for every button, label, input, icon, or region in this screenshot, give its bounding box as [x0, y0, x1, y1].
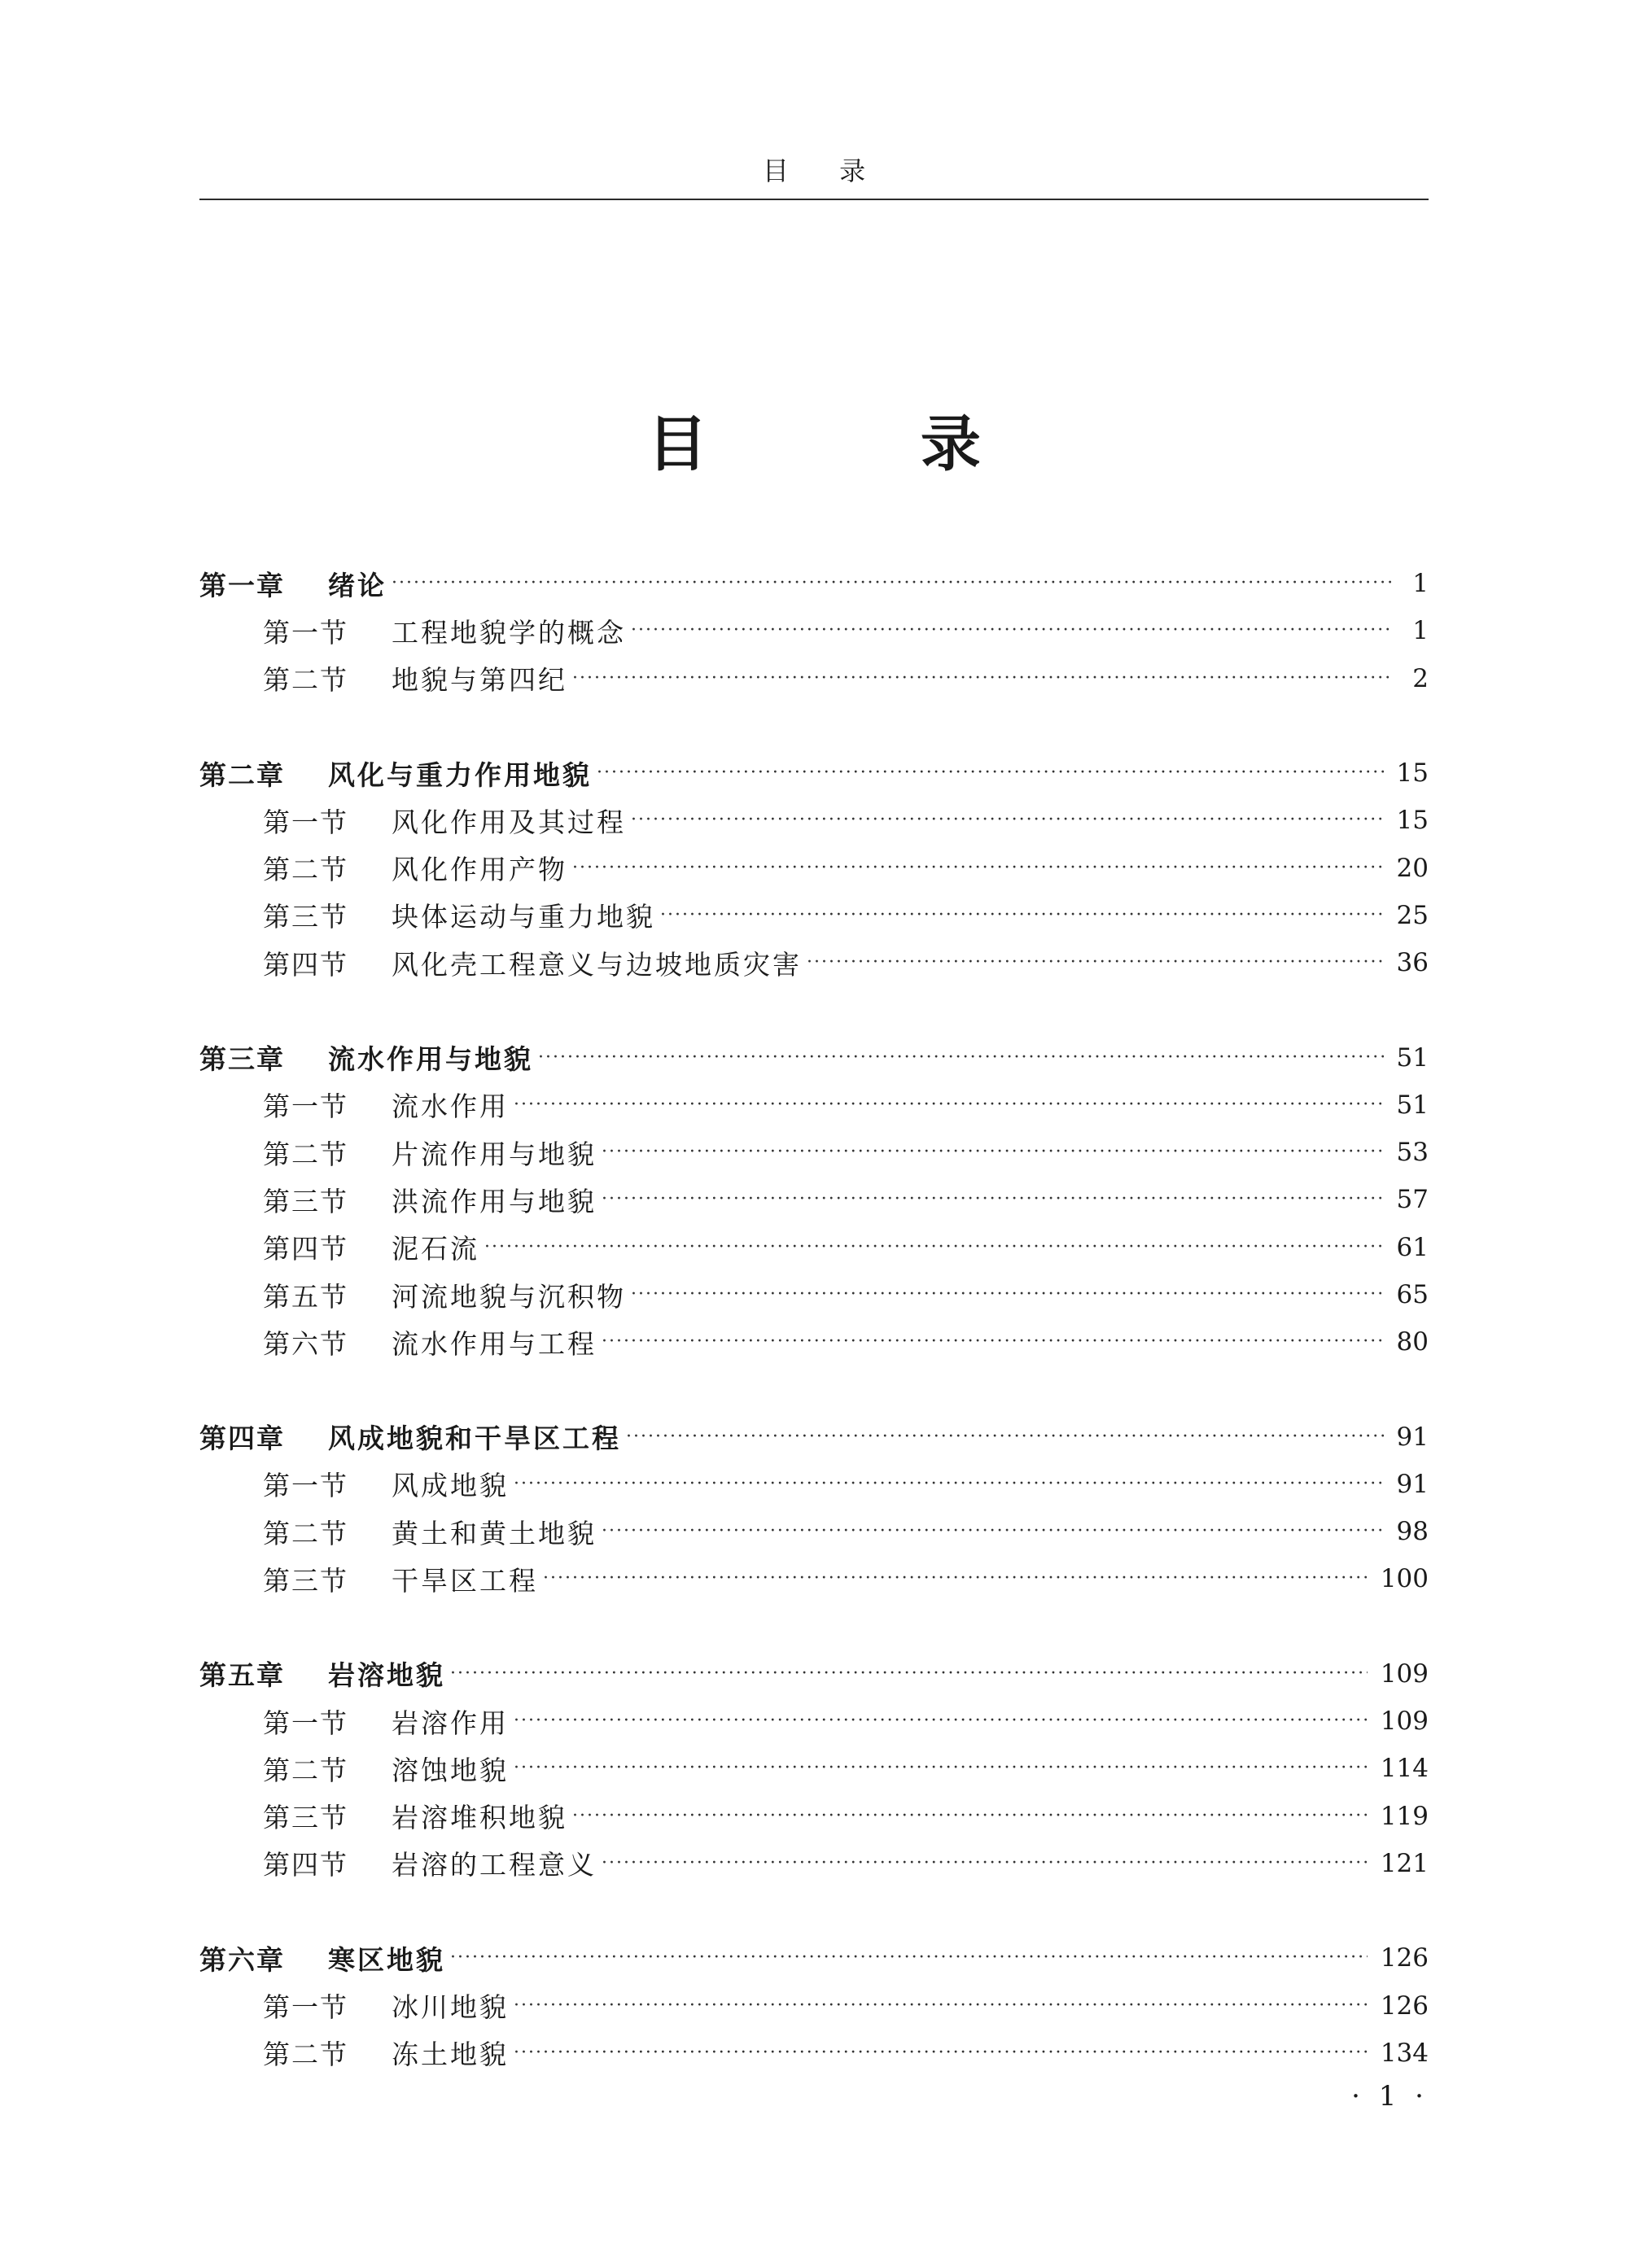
dot-leader	[484, 1239, 1384, 1256]
dot-leader	[631, 1286, 1384, 1304]
page-folio: · 1 ·	[1351, 2080, 1429, 2113]
toc-section-entry[interactable]	[199, 1793, 1429, 1840]
page-number: 15	[1396, 758, 1429, 789]
dot-leader	[572, 1807, 1368, 1825]
dot-leader	[631, 622, 1393, 640]
dot-leader	[514, 1475, 1384, 1493]
page-number: 61	[1396, 1232, 1429, 1262]
chapter-5	[199, 1650, 1429, 1887]
table-of-contents	[199, 560, 1429, 2124]
chapter-2	[199, 749, 1429, 986]
toc-section-entry[interactable]	[199, 1745, 1429, 1792]
page-number: 36	[1396, 948, 1429, 978]
chapter-title: 岩溶地貌	[328, 1659, 445, 1692]
dot-leader	[514, 2044, 1368, 2062]
toc-section-entry[interactable]	[199, 844, 1429, 891]
header-rule	[199, 199, 1429, 200]
page-number: 15	[1396, 806, 1429, 836]
section-number: 第一节	[263, 806, 348, 838]
section-title: 风化壳工程意义与边坡地质灾害	[392, 948, 802, 981]
page-number: 109	[1380, 1658, 1429, 1689]
section-number: 第一节	[263, 616, 348, 649]
toc-section-entry[interactable]	[199, 1176, 1429, 1223]
section-title: 溶蚀地貌	[392, 1754, 509, 1786]
toc-chapter-entry[interactable]	[199, 1413, 1429, 1460]
section-number: 第二节	[263, 1138, 348, 1170]
section-number: 第三节	[263, 1185, 348, 1217]
section-number: 第一节	[263, 1090, 348, 1123]
dot-leader	[392, 575, 1393, 592]
section-number: 第六节	[263, 1327, 348, 1360]
toc-section-entry[interactable]	[199, 1318, 1429, 1366]
chapter-number: 第三章	[199, 1043, 285, 1076]
page-number: 119	[1380, 1801, 1429, 1831]
toc-section-entry[interactable]	[199, 1224, 1429, 1271]
dot-leader	[514, 1096, 1384, 1114]
toc-section-entry[interactable]	[199, 1461, 1429, 1508]
chapter-title: 寒区地貌	[328, 1943, 445, 1976]
chapter-3	[199, 1033, 1429, 1366]
section-title: 流水作用与工程	[392, 1327, 597, 1360]
dot-leader	[807, 954, 1384, 972]
toc-section-entry[interactable]	[199, 1840, 1429, 1887]
page-number: 25	[1396, 900, 1429, 930]
section-number: 第三节	[263, 1564, 348, 1597]
section-number: 第二节	[263, 1517, 348, 1549]
section-title: 岩溶堆积地貌	[392, 1802, 567, 1834]
section-title: 泥石流	[392, 1233, 479, 1265]
page-number: 109	[1380, 1706, 1429, 1737]
chapter-title: 流水作用与地貌	[328, 1043, 533, 1076]
chapter-6	[199, 1934, 1429, 2077]
chapter-title: 绪论	[328, 569, 387, 601]
toc-chapter-entry[interactable]	[199, 560, 1429, 607]
section-title: 洪流作用与地貌	[392, 1185, 597, 1217]
page-number: 91	[1396, 1469, 1429, 1499]
chapter-4	[199, 1413, 1429, 1602]
section-title: 冰川地貌	[392, 1991, 509, 2024]
section-title: 河流地貌与沉积物	[392, 1280, 626, 1313]
toc-section-entry[interactable]	[199, 1555, 1429, 1602]
toc-section-entry[interactable]	[199, 892, 1429, 939]
page-number: 53	[1396, 1138, 1429, 1168]
chapter-1	[199, 560, 1429, 702]
page-number: 126	[1380, 1991, 1429, 2021]
section-title: 工程地貌学的概念	[392, 616, 626, 649]
section-title: 冻土地貌	[392, 2039, 509, 2071]
section-number: 第二节	[263, 664, 348, 697]
toc-chapter-entry[interactable]	[199, 749, 1429, 797]
section-title: 干旱区工程	[392, 1564, 538, 1597]
section-number: 第三节	[263, 1802, 348, 1834]
section-title: 岩溶的工程意义	[392, 1849, 597, 1881]
section-title: 流水作用	[392, 1090, 509, 1123]
section-title: 地貌与第四纪	[392, 664, 567, 697]
toc-section-entry[interactable]	[199, 939, 1429, 986]
page-number: 51	[1396, 1042, 1429, 1073]
page-number: 65	[1396, 1280, 1429, 1309]
chapter-number: 第一章	[199, 569, 285, 601]
page-number: 114	[1380, 1754, 1429, 1784]
page-number: 91	[1396, 1422, 1429, 1452]
toc-section-entry[interactable]	[199, 607, 1429, 654]
page-number: 1	[1412, 569, 1429, 599]
chapter-number: 第四章	[199, 1422, 285, 1455]
dot-leader	[602, 1143, 1384, 1161]
toc-chapter-entry[interactable]	[199, 1650, 1429, 1698]
chapter-title: 风成地貌和干旱区工程	[328, 1422, 621, 1455]
section-title: 风化作用及其过程	[392, 806, 626, 838]
dot-leader	[602, 1333, 1384, 1351]
toc-section-entry[interactable]	[199, 1508, 1429, 1555]
dot-leader	[543, 1570, 1368, 1588]
dot-leader	[538, 1049, 1384, 1067]
page-number: 1	[1412, 616, 1429, 646]
page-number: 98	[1396, 1517, 1429, 1547]
dot-leader	[597, 764, 1384, 782]
toc-section-entry[interactable]	[199, 1698, 1429, 1745]
section-title: 风化作用产物	[392, 854, 567, 886]
toc-section-entry[interactable]	[199, 1982, 1429, 2029]
page-number: 20	[1396, 853, 1429, 883]
dot-leader	[572, 670, 1393, 688]
page-number: 2	[1412, 663, 1429, 693]
page-number: 134	[1380, 2038, 1429, 2068]
section-number: 第五节	[263, 1280, 348, 1313]
dot-leader	[602, 1191, 1384, 1208]
dot-leader	[450, 1665, 1368, 1683]
toc-section-entry[interactable]	[199, 2030, 1429, 2077]
section-number: 第一节	[263, 1991, 348, 2024]
running-header: 目 录	[762, 155, 887, 186]
section-number: 第四节	[263, 1233, 348, 1265]
dot-leader	[660, 907, 1384, 924]
dot-leader	[602, 1855, 1368, 1873]
page-title: 目 录	[647, 409, 1077, 479]
page-number: 80	[1396, 1327, 1429, 1357]
chapter-number: 第五章	[199, 1659, 285, 1692]
page-number: 57	[1396, 1185, 1429, 1215]
page-number: 100	[1380, 1564, 1429, 1594]
dot-leader	[514, 1712, 1368, 1730]
toc-section-entry[interactable]	[199, 1082, 1429, 1129]
dot-leader	[626, 1428, 1384, 1446]
toc-section-entry[interactable]	[199, 797, 1429, 844]
chapter-number: 第二章	[199, 758, 285, 791]
page-number: 121	[1380, 1848, 1429, 1878]
section-title: 片流作用与地貌	[392, 1138, 597, 1170]
toc-chapter-entry[interactable]	[199, 1934, 1429, 1982]
section-number: 第二节	[263, 2039, 348, 2071]
toc-section-entry[interactable]	[199, 655, 1429, 702]
section-number: 第四节	[263, 1849, 348, 1881]
dot-leader	[572, 859, 1384, 877]
section-number: 第二节	[263, 854, 348, 886]
section-title: 黄土和黄土地貌	[392, 1517, 597, 1549]
section-title: 风成地貌	[392, 1470, 509, 1502]
chapter-title: 风化与重力作用地貌	[328, 758, 592, 791]
page-number: 51	[1396, 1090, 1429, 1120]
toc-chapter-entry[interactable]	[199, 1033, 1429, 1081]
page-number: 126	[1380, 1943, 1429, 1973]
toc-section-entry[interactable]	[199, 1129, 1429, 1176]
dot-leader	[514, 1997, 1368, 2015]
dot-leader	[602, 1523, 1384, 1540]
dot-leader	[631, 811, 1384, 829]
toc-section-entry[interactable]	[199, 1271, 1429, 1318]
section-title: 岩溶作用	[392, 1706, 509, 1739]
section-number: 第一节	[263, 1706, 348, 1739]
section-number: 第二节	[263, 1754, 348, 1786]
section-number: 第一节	[263, 1470, 348, 1502]
section-number: 第三节	[263, 901, 348, 933]
dot-leader	[514, 1759, 1368, 1777]
chapter-number: 第六章	[199, 1943, 285, 1976]
section-number: 第四节	[263, 948, 348, 981]
section-title: 块体运动与重力地貌	[392, 901, 655, 933]
dot-leader	[450, 1949, 1368, 1967]
